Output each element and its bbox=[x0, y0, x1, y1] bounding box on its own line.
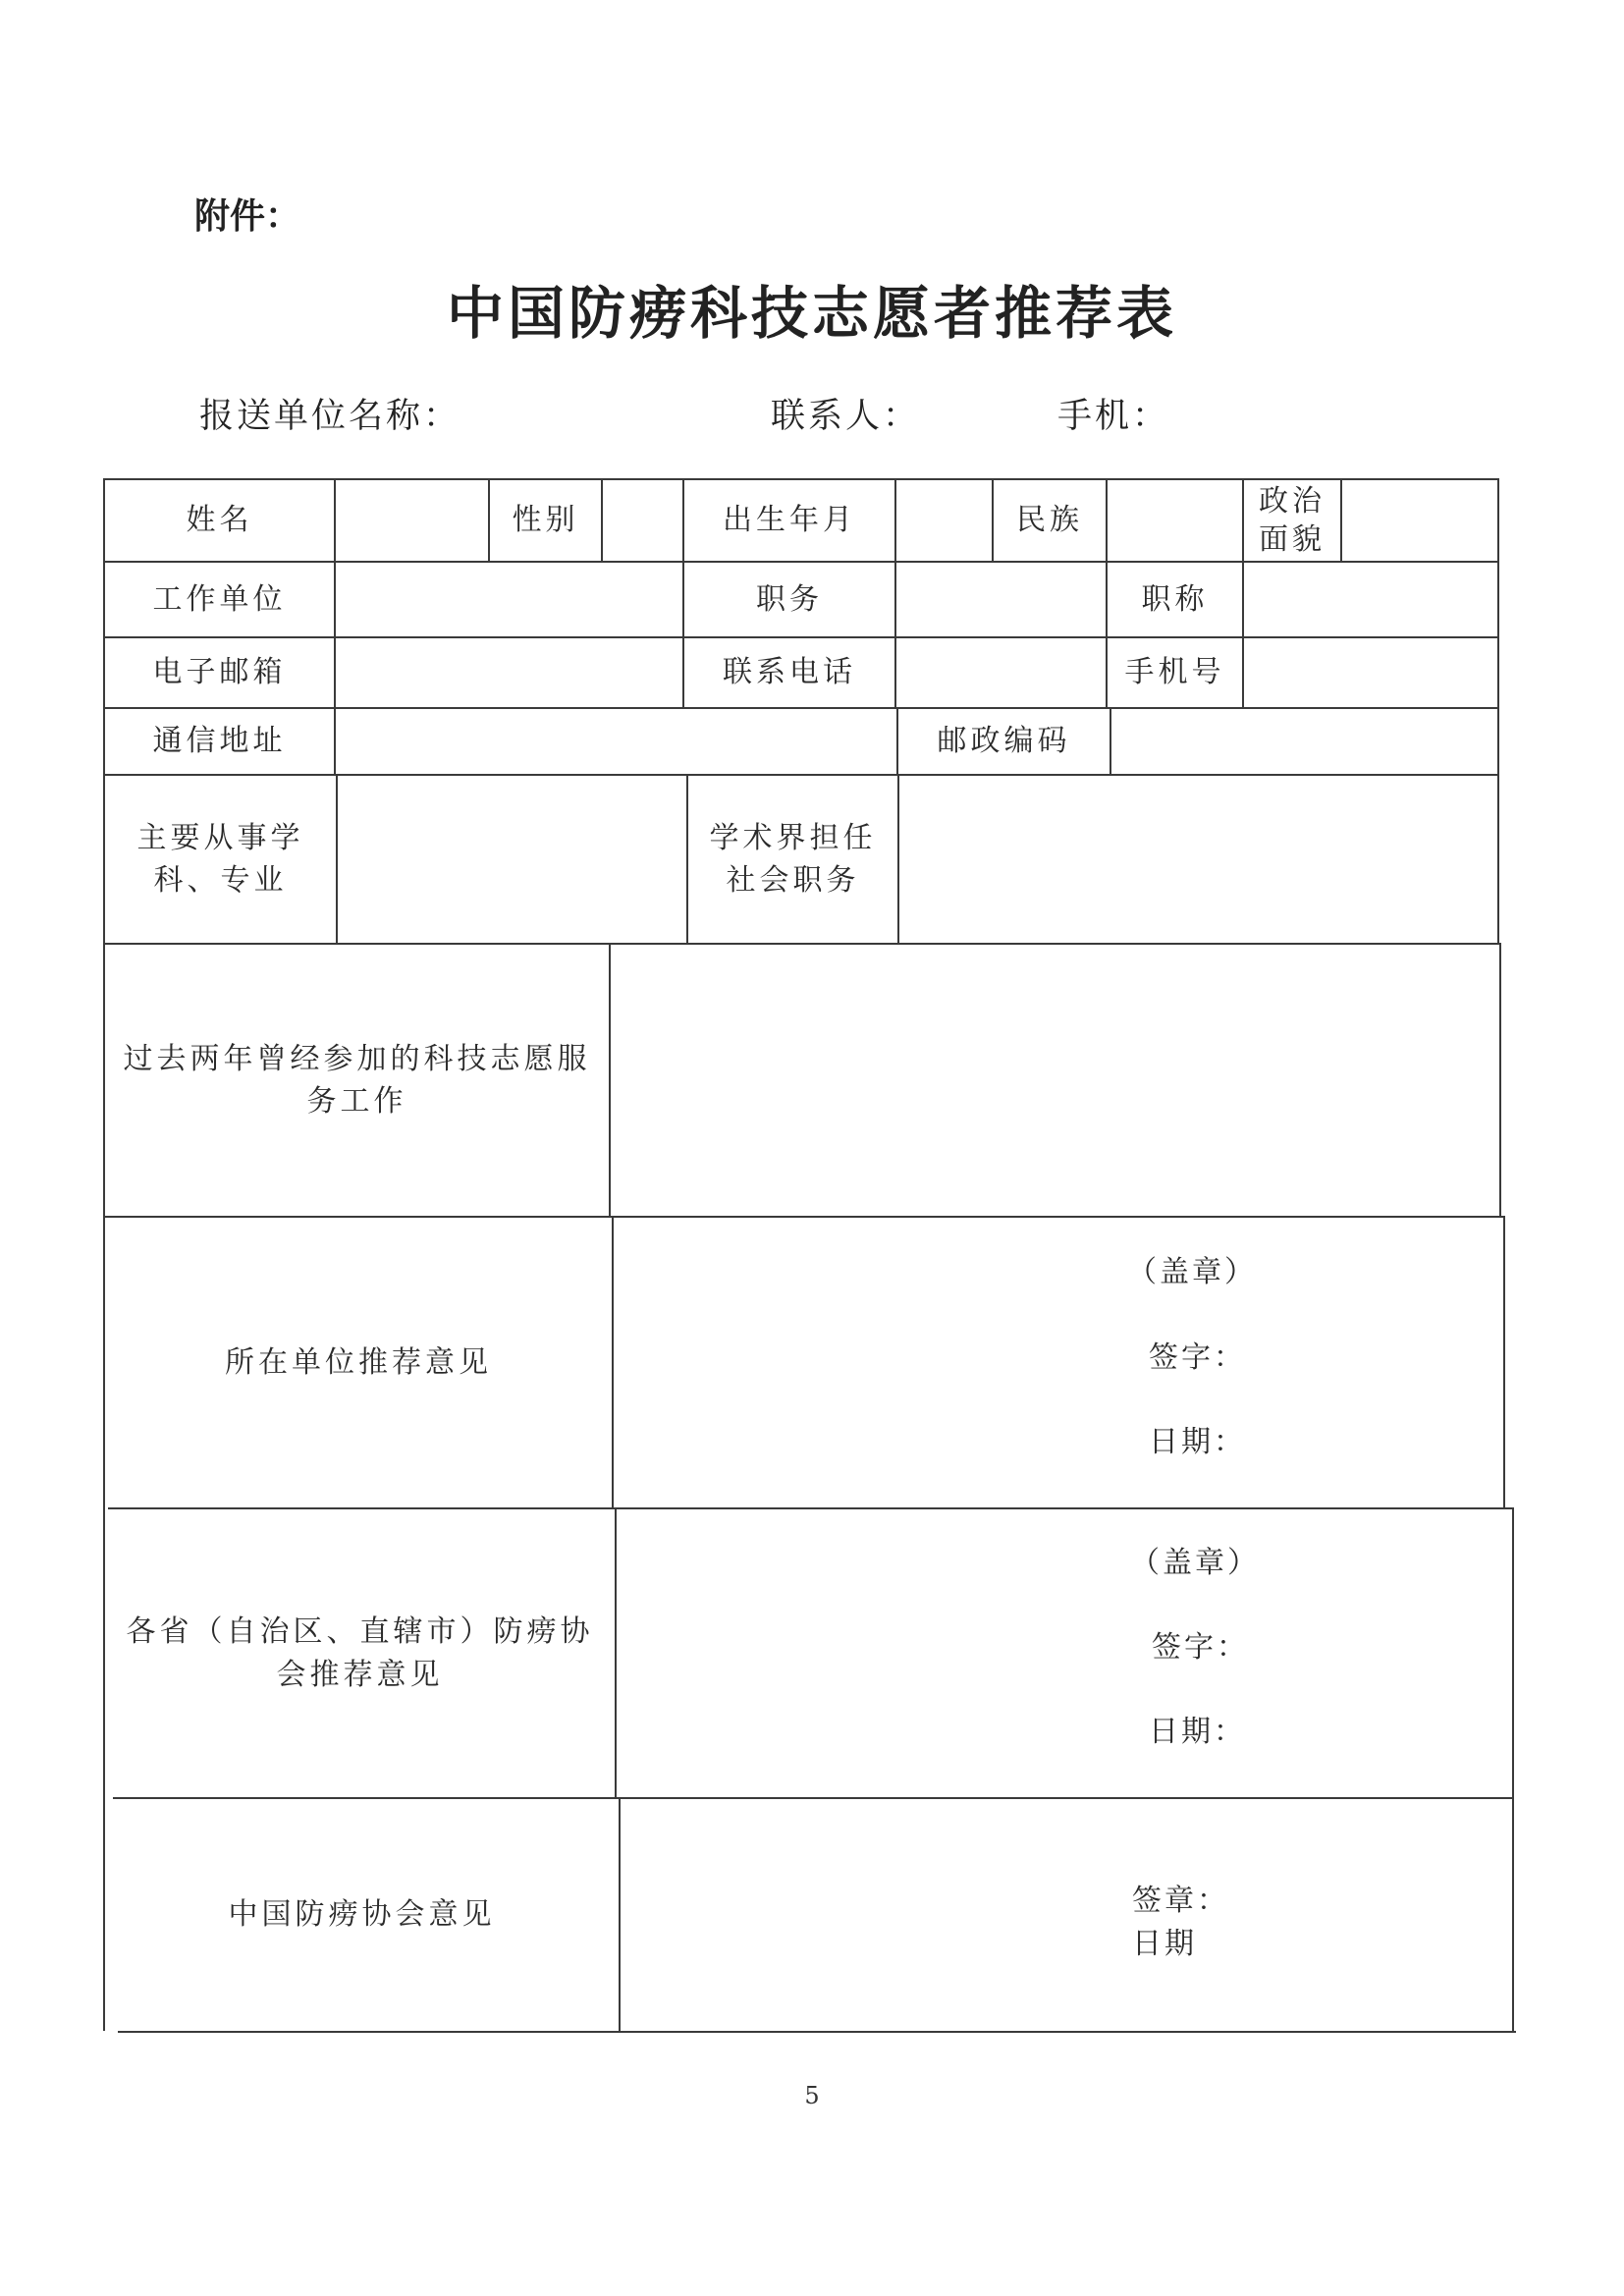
work-unit-field[interactable] bbox=[336, 563, 682, 636]
unit-date-label: 日期： bbox=[1149, 1425, 1246, 1459]
china-signature-stamp-label: 签章： bbox=[1132, 1884, 1229, 1918]
birth-date-label: 出生年月 bbox=[723, 503, 856, 538]
page-number: 5 bbox=[804, 2082, 820, 2109]
gender-field[interactable] bbox=[603, 480, 682, 561]
work-unit-label: 工作单位 bbox=[152, 581, 287, 617]
political-status-label: 政治 面貌 bbox=[1259, 484, 1326, 557]
provincial-recommendation-field[interactable] bbox=[617, 1509, 1512, 1797]
phone-label: 联系电话 bbox=[723, 655, 856, 690]
discipline-field[interactable] bbox=[338, 776, 686, 943]
unit-recommendation-label: 所在单位推荐意见 bbox=[225, 1344, 492, 1380]
mobile-label: 手机： bbox=[1057, 397, 1170, 436]
academic-post-label: 学术界担任 社会职务 bbox=[709, 820, 877, 898]
gender-label: 性别 bbox=[512, 503, 579, 538]
provincial-stamp-label: （盖章） bbox=[1130, 1546, 1260, 1580]
professional-title-label: 职称 bbox=[1141, 581, 1209, 617]
report-unit-label: 报送单位名称： bbox=[199, 397, 461, 436]
ethnicity-label: 民族 bbox=[1016, 503, 1083, 538]
academic-post-field[interactable] bbox=[899, 776, 1497, 943]
form-title: 中国防痨科技志愿者推荐表 bbox=[446, 280, 1177, 347]
email-field[interactable] bbox=[336, 638, 682, 707]
past-volunteer-work-field[interactable] bbox=[611, 945, 1499, 1216]
past-volunteer-work-label: 过去两年曾经参加的科技志愿服 务工作 bbox=[123, 1041, 591, 1119]
china-association-opinion-label: 中国防痨协会意见 bbox=[228, 1897, 496, 1933]
postcode-field[interactable] bbox=[1111, 709, 1497, 774]
unit-recommendation-field[interactable] bbox=[614, 1218, 1503, 1507]
email-label: 电子邮箱 bbox=[152, 655, 287, 690]
provincial-date-label: 日期： bbox=[1149, 1715, 1246, 1749]
address-label: 通信地址 bbox=[152, 724, 287, 759]
provincial-recommendation-label: 各省（自治区、直辖市）防痨协 会推荐意见 bbox=[126, 1614, 594, 1692]
discipline-label: 主要从事学 科、专业 bbox=[136, 820, 304, 898]
birth-date-field[interactable] bbox=[896, 480, 992, 561]
attachment-label: 附件： bbox=[194, 196, 301, 237]
contact-person-label: 联系人： bbox=[771, 397, 921, 436]
political-status-field[interactable] bbox=[1342, 480, 1497, 561]
address-field[interactable] bbox=[336, 709, 896, 774]
phone-field[interactable] bbox=[896, 638, 1106, 707]
ethnicity-field[interactable] bbox=[1108, 480, 1242, 561]
unit-stamp-label: （盖章） bbox=[1127, 1255, 1257, 1289]
name-field[interactable] bbox=[336, 480, 488, 561]
china-date-label: 日期 bbox=[1132, 1927, 1197, 1961]
name-label: 姓名 bbox=[186, 503, 253, 538]
mobile-number-field[interactable] bbox=[1244, 638, 1497, 707]
mobile-number-label: 手机号 bbox=[1124, 655, 1225, 690]
position-field[interactable] bbox=[896, 563, 1106, 636]
position-label: 职务 bbox=[756, 581, 823, 617]
unit-signature-label: 签字： bbox=[1149, 1340, 1246, 1375]
provincial-signature-label: 签字： bbox=[1152, 1630, 1249, 1665]
professional-title-field[interactable] bbox=[1244, 563, 1497, 636]
postcode-label: 邮政编码 bbox=[937, 724, 1071, 759]
china-association-opinion-field[interactable] bbox=[621, 1799, 1512, 2031]
